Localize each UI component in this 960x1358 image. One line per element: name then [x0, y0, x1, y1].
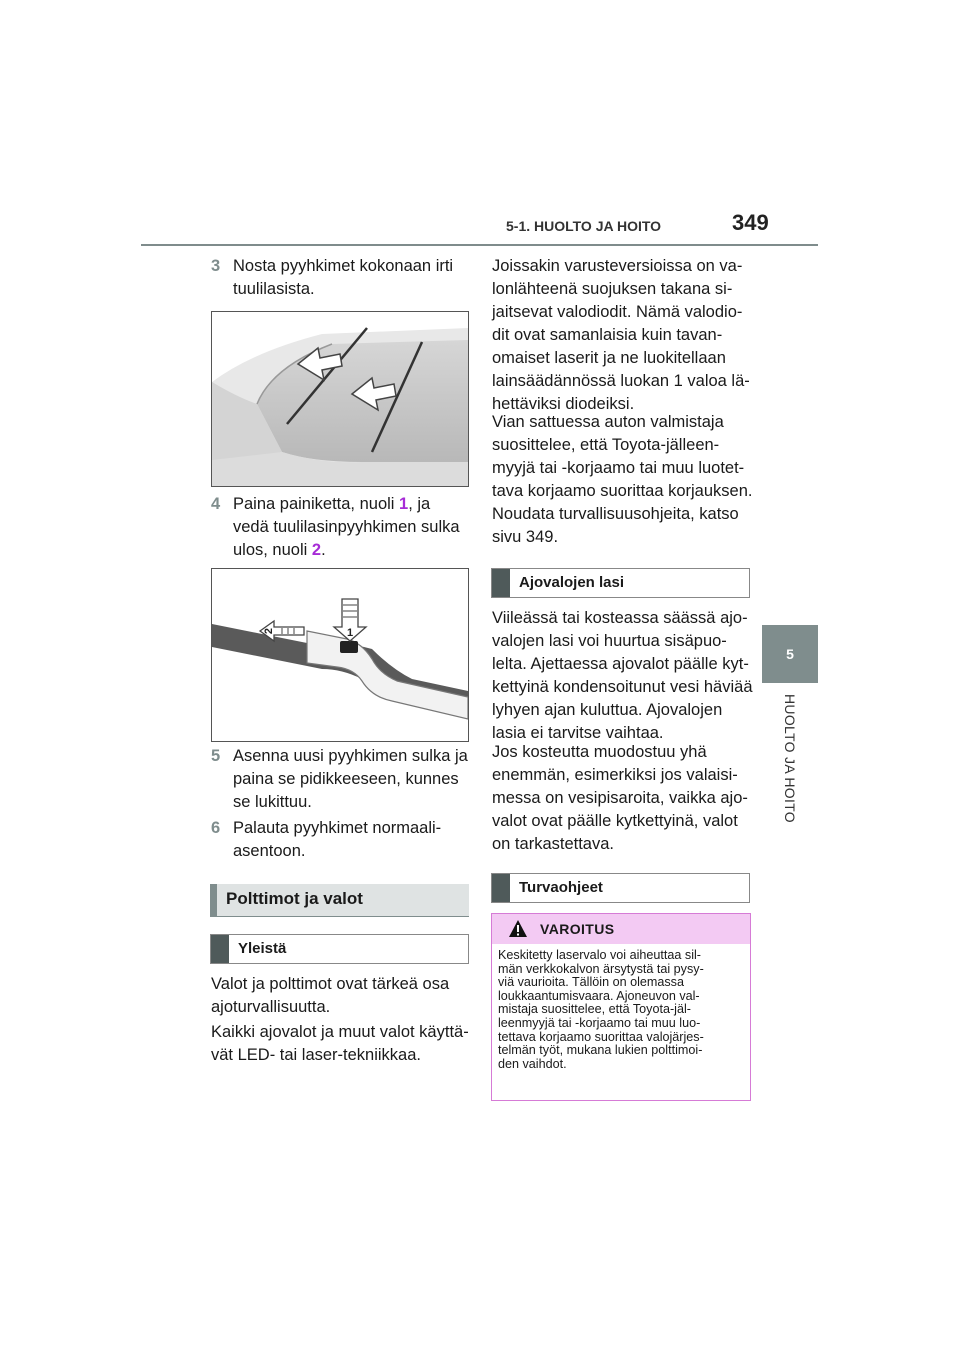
- arrow-1-reference: 1: [399, 495, 409, 513]
- step-5: [211, 745, 471, 815]
- paragraph-moisture-check: Jos kosteutta muodostuu yhä enemmän, esimerkiksi jos valaisi- messa on vesipisaroita, vaikka ajo- valot ovat päälle kytkettyinä, valot on tarkastettava.: [492, 743, 748, 853]
- chapter-tab: [762, 625, 818, 683]
- header-rule: [141, 244, 818, 246]
- warning-box: [491, 913, 751, 1101]
- paragraph-laser-diodes: Joissakin varusteversioissa on va- lonlähteenä suojuksen takana si- jaitsevat valodiodit. Nämä valodio- dit ovat samanlaisia kuin tavan- omaiset laserit ja ne luokitellaan lainsäädännössä luokan 1 valoa lä- hettäviksi diodeiksi.: [492, 257, 750, 413]
- step-text-line: Paina painiketta, nuoli 1, ja: [233, 495, 431, 513]
- step-4: [211, 493, 471, 563]
- step-text-line: se lukittuu.: [233, 793, 312, 811]
- warning-text: Keskitetty laservalo voi aiheuttaa sil- män verkkokalvon ärsytystä tai pysy- viä vaurioita. Tällöin on olemassa loukkaantumisvaara. Ajoneuvon val- mistaja suosittelee, että Toyota-jäl- leenmyyjä tai -korjaamo tai muu luo- tettava korjaamo suorittaa valojärjes- telmän työt, mukana lukien polttimoi- den vaihdot.: [498, 948, 704, 1071]
- step-text-line: Palauta pyyhkimet normaali-: [233, 819, 442, 837]
- page-number: 349: [732, 210, 769, 235]
- paragraph-safety-reference: Noudata turvallisuusohjeita, katso sivu 349.: [492, 505, 739, 546]
- section-rule: [210, 916, 469, 917]
- warning-title: VAROITUS: [540, 921, 615, 937]
- step-text-line: vedä tuulilasinpyyhkimen sulka: [233, 518, 460, 536]
- paragraph-lights-importance: Valot ja polttimot ovat tärkeä osa ajoturvallisuutta.: [211, 975, 450, 1016]
- windshield-drawing: [212, 312, 468, 486]
- step-text-line: Asenna uusi pyyhkimen sulka ja: [233, 747, 468, 765]
- step-number: 5: [211, 747, 221, 765]
- chapter-title: HUOLTO JA HOITO: [782, 694, 798, 823]
- running-header-section: 5-1. HUOLTO JA HOITO: [506, 218, 662, 234]
- step-number: 3: [211, 257, 221, 275]
- section-heading-polttimot: [210, 884, 469, 916]
- step-text-line: Nosta pyyhkimet kokonaan irti: [233, 257, 454, 275]
- step-number: 4: [211, 495, 221, 513]
- paragraph-led-laser: Kaikki ajovalot ja muut valot käyttä- vät LED- tai laser-tekniikkaa.: [211, 1023, 469, 1064]
- figure-label-2: 2: [263, 627, 275, 635]
- chapter-number: 5: [786, 646, 794, 662]
- wiper-windshield-illustration: [211, 311, 469, 487]
- subheading-yleista: [210, 934, 469, 964]
- chapter-title-vertical: [776, 694, 804, 844]
- subheading-turvaohjeet: [491, 873, 750, 903]
- step-text-line: tuulilasista.: [233, 280, 315, 298]
- subheading-label: Turvaohjeet: [519, 879, 603, 896]
- wiper-blade-removal-illustration: [211, 568, 469, 742]
- warning-header: [492, 914, 750, 944]
- step-text-line: ulos, nuoli 2.: [233, 541, 326, 559]
- section-heading-label: Polttimot ja valot: [226, 889, 363, 908]
- step-number: 6: [211, 819, 221, 837]
- step-text-line: asentoon.: [233, 842, 306, 860]
- step-3: [211, 255, 471, 303]
- paragraph-headlight-fog: Viileässä tai kosteassa säässä ajo- valojen lasi voi huurtua sisäpuo- lelta. Ajettaessa ajovalot päälle kyt- kettyinä kondensoitunut vesi häviää lyhyen ajan kuluttua. Ajovalojen lasia ei tarvitse vaihtaa.: [492, 609, 753, 742]
- warning-triangle-icon: [508, 919, 528, 938]
- figure-label-1: 1: [346, 627, 354, 639]
- step-6: [211, 817, 471, 865]
- paragraph-repair: Vian sattuessa auton valmistaja suosittelee, että Toyota-jälleen- myyjä tai -korjaamo tai muu luotet- tava korjaamo suorittaa korjauksen.: [492, 413, 753, 500]
- subheading-label: Ajovalojen lasi: [519, 574, 625, 591]
- wiper-blade-drawing: [212, 569, 468, 741]
- step-text-line: paina se pidikkeeseen, kunnes: [233, 770, 459, 788]
- subheading-label: Yleistä: [238, 940, 287, 957]
- arrow-2-reference: 2: [311, 541, 322, 559]
- subheading-ajovalojen-lasi: [491, 568, 750, 598]
